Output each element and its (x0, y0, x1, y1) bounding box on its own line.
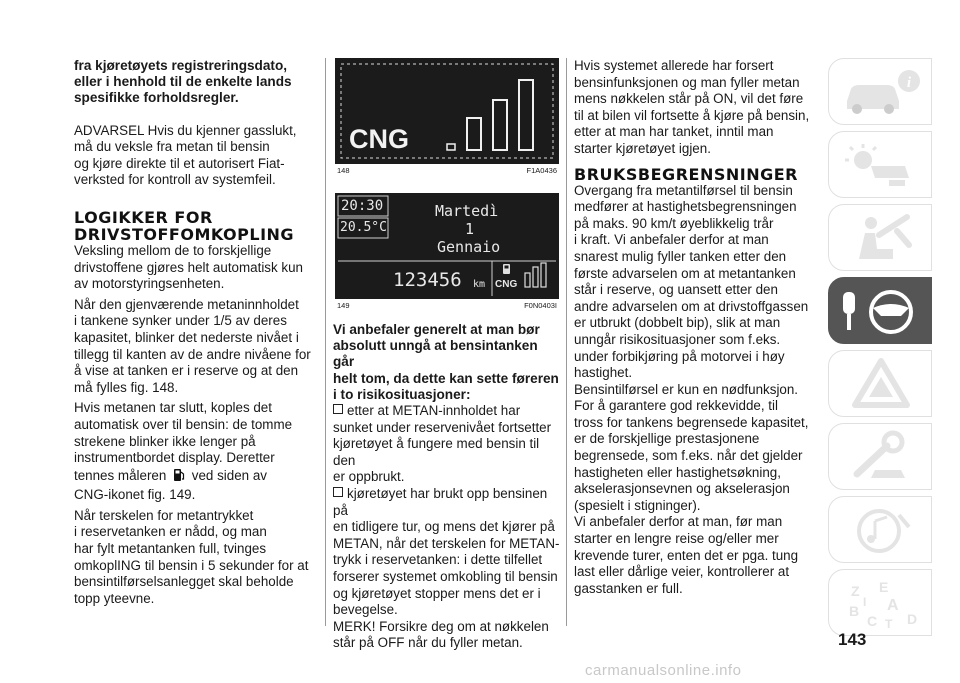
middle-column (333, 58, 561, 652)
figure-number: 148 (337, 166, 350, 175)
section-heading (74, 209, 322, 243)
text-line: andre advarselen om at drivstoffgassen (574, 298, 809, 314)
tab-safety[interactable] (828, 204, 932, 271)
text-line: er de forskjellige prestasjonene (574, 431, 760, 447)
text-line: Hvis systemet allerede har forsert (574, 58, 774, 73)
paragraph (574, 183, 820, 382)
column-divider (325, 58, 326, 626)
text-line: medfører at hastighetsbegrensningen (574, 199, 797, 215)
text-line: å vise at tanken er i reserve og at den (74, 363, 299, 379)
text-fragment: ved siden av (191, 467, 267, 483)
text-line: til at bilen vil fortsette å kjøre på bensin, (574, 107, 810, 123)
paragraph (574, 382, 820, 515)
text-line: og kjøre direkte til et autorisert Fiat- (74, 155, 285, 171)
index-letter: B (849, 603, 860, 619)
text-line: starter kjøretøyet igjen. (574, 140, 711, 156)
month-text: Gennaio (437, 238, 501, 256)
watermark-text: carmanualsonline.info (585, 662, 742, 679)
text-line: kjøretøyet har brukt opp bensinen på (333, 485, 548, 518)
tab-emergency[interactable] (828, 350, 932, 417)
text-line: METAN, når det terskelen for METAN- (333, 535, 560, 551)
tab-alphabetical-index[interactable] (828, 569, 932, 636)
text-line: krevende turer, enten det er pga. tung (574, 547, 799, 563)
temperature-readout: 20.5°C (340, 220, 387, 235)
figure-caption (337, 166, 557, 175)
text-line: står i reserve, og uansett etter den (574, 282, 778, 298)
clock-readout: 20:30 (341, 198, 384, 214)
text-line: første advarselen om at metantanken (574, 265, 796, 281)
key-steering-icon (829, 278, 933, 345)
text-line: har fylt metantanken full, tvinges (74, 541, 267, 557)
date-text: 1 (465, 220, 475, 238)
bullet-square-icon (333, 404, 343, 414)
text-line: forserer systemet omkobling til bensin (333, 568, 558, 584)
text-line: i to risikosituasjoner: (333, 386, 471, 402)
warning-triangle-icon (829, 351, 933, 418)
text-line: fra kjøretøyets registreringsdato, (74, 58, 288, 73)
fuel-pump-icon (173, 467, 185, 488)
text-line: MERK! Forsikre deg om at nøkkelen (333, 618, 549, 634)
text-line: Bensintilførsel er kun en nødfunksjon. (574, 381, 799, 397)
index-letter: D (907, 611, 918, 627)
text-line: av motorstyringsenheten. (74, 276, 225, 292)
text-line: verksted for kontroll av systemfeil. (74, 172, 276, 188)
bullet-square-icon (333, 487, 343, 497)
text-line: en tidligere tur, og mens det kjører på (333, 519, 555, 535)
text-line: er utbrukt (dobbelt bip), slik at man (574, 315, 781, 331)
index-letter: A (887, 597, 899, 614)
column-divider (566, 58, 567, 626)
heading-line: DRIVSTOFFOMKOPLING (74, 224, 295, 244)
text-line-with-icon (74, 467, 322, 488)
tab-starting-driving[interactable] (828, 277, 932, 344)
text-line: snarest mulig fyller tanken etter den (574, 248, 787, 264)
text-line: på maks. 90 km/t øyeblikkelig trår (574, 215, 774, 231)
text-line: spesifikke forholdsregler. (74, 90, 239, 106)
text-line: unngår risikosituasjoner som f.eks. (574, 331, 781, 347)
text-line: i reservetanken er nådd, og man (74, 524, 267, 540)
text-line: bevegelse. (333, 602, 398, 618)
advarsel-paragraph (74, 123, 322, 189)
weekday-text: Martedì (435, 202, 499, 220)
text-line: trykk i reservetanken: i dette tilfellet (333, 552, 543, 568)
music-nav-icon (829, 497, 933, 564)
left-column (74, 58, 322, 607)
text-line: omkoplING til bensin i 5 sekunder for at (74, 557, 309, 573)
text-line: sunket under reservenivået fortsetter (333, 419, 552, 435)
odometer-unit: km (473, 279, 486, 290)
odometer-value: 123456 (393, 269, 462, 291)
paragraph (74, 297, 322, 397)
text-line: ADVARSEL Hvis du kjenner gasslukt, (74, 122, 297, 138)
text-line: helt tom, da dette kan sette føreren (333, 370, 559, 386)
text-line: mens nøkkelen står på ON, vil det føre (574, 91, 804, 107)
car-info-icon (829, 59, 933, 126)
text-line: automatisk over til bensin: de tomme (74, 416, 293, 432)
tab-dashboard[interactable] (828, 131, 932, 198)
figure-caption (337, 301, 557, 310)
text-line: hastigheten eller hastighetsøkning, (574, 464, 781, 480)
text-line: etter at man har tanket, inntil man (574, 124, 774, 140)
text-line: gasstanken er full. (574, 580, 683, 596)
text-line: under forbikjøring på motorvei i høy (574, 348, 785, 364)
text-line: og kjøretøyet stopper mens det er i (333, 585, 541, 601)
right-column (574, 58, 820, 597)
page-number: 143 (838, 630, 867, 649)
cng-label: CNG (349, 124, 409, 154)
text-line: instrumentbordet display. Deretter (74, 450, 275, 466)
figure-number: 149 (337, 301, 350, 310)
bullet-item (333, 403, 561, 486)
text-line: akselerasjonsevnen og akselerasjon (574, 481, 790, 497)
text-line: kjøretøyet å fungere med bensin til den (333, 436, 540, 468)
tab-maintenance[interactable] (828, 423, 932, 490)
text-line: bensintilførselsanlegget skal beholde (74, 574, 294, 590)
text-line: For å garantere god rekkevidde, til (574, 398, 778, 414)
figure-code: F1A0436 (526, 166, 557, 175)
text-line: bensinfunksjonen og man fyller metan (574, 74, 800, 90)
bold-lead-paragraph (333, 322, 561, 403)
index-letter: E (879, 579, 889, 595)
text-line: Vi anbefaler derfor at man, før man (574, 514, 783, 530)
index-letter: I (863, 595, 867, 609)
text-line: tross for tankens begrensede kapasitet, (574, 414, 809, 430)
text-line: hastighet. (574, 365, 633, 381)
cng-indicator-label: CNG (495, 279, 518, 290)
text-line: Når den gjenværende metaninnholdet (74, 296, 299, 312)
text-line: står på OFF når du fyller metan. (333, 635, 523, 651)
text-line: strekene blinker ikke lenger på (74, 433, 256, 449)
text-line: Veksling mellom de to forskjellige (74, 242, 272, 258)
text-line: absolutt unngå at bensintanken går (333, 338, 538, 370)
text-line: etter at METAN-innholdet har (333, 403, 561, 420)
merk-note (333, 619, 561, 652)
chapter-tabs (828, 58, 932, 642)
text-line: begrensede, som f.eks. når det gjelder (574, 448, 803, 464)
intro-bold-text (74, 58, 322, 107)
index-letter: C (867, 613, 878, 629)
paragraph (574, 514, 820, 597)
text-line: må fylles fig. 148. (74, 379, 179, 395)
trip-computer-display (335, 193, 559, 299)
paragraph (574, 58, 820, 158)
text-line: last eller dårlige veier, kontrollerer at (574, 564, 790, 580)
section-heading: BRUKSBEGRENSNINGER (574, 164, 798, 184)
text-fragment: tennes måleren (74, 467, 167, 483)
paragraph (74, 508, 322, 608)
text-line: tillegg til kanten av de andre nivåene for (74, 346, 311, 362)
text-line: topp yteevne. (74, 590, 155, 606)
tab-car-info[interactable] (828, 58, 932, 125)
text-line: i tankene synker under 1/5 av deres (74, 313, 287, 329)
index-letter: Z (851, 583, 860, 599)
text-line: drivstoffene gjøres helt automatisk kun (74, 259, 303, 275)
paragraph (74, 400, 322, 504)
text-line: Når terskelen for metantrykket (74, 507, 254, 523)
text-line: Hvis metanen tar slutt, koples det (74, 400, 272, 416)
text-line: i kraft. Vi anbefaler derfor at man (574, 232, 769, 248)
svg-text:i: i (906, 75, 912, 91)
airbag-seat-icon (829, 205, 933, 272)
wrench-service-icon (829, 424, 933, 491)
text-line: Overgang fra metantilførsel til bensin (574, 182, 793, 198)
figure-code: F0N0403I (524, 301, 557, 310)
paragraph (74, 243, 322, 293)
figure-149 (333, 193, 561, 310)
cng-gauge-display (335, 58, 559, 164)
alphabet-index-icon (829, 570, 933, 637)
text-line: (spesielt i stigninger). (574, 497, 701, 513)
tab-multimedia[interactable] (828, 496, 932, 563)
bullet-item (333, 486, 561, 619)
figure-148 (333, 58, 561, 175)
index-letter: T (885, 617, 893, 631)
text-line: kapasitet, blinker det nederste nivået i (74, 329, 299, 345)
text-line: er oppbrukt. (333, 469, 405, 485)
text-line: starter en lengre reise og/eller mer (574, 531, 779, 547)
text-line: CNG-ikonet fig. 149. (74, 487, 196, 503)
dashboard-warning-icon (829, 132, 933, 199)
text-line: eller i henhold til de enkelte lands (74, 74, 292, 90)
heading-line: LOGIKKER FOR (74, 207, 213, 227)
text-line: Vi anbefaler generelt at man bør (333, 322, 540, 337)
text-line: må du veksle fra metan til bensin (74, 139, 270, 155)
